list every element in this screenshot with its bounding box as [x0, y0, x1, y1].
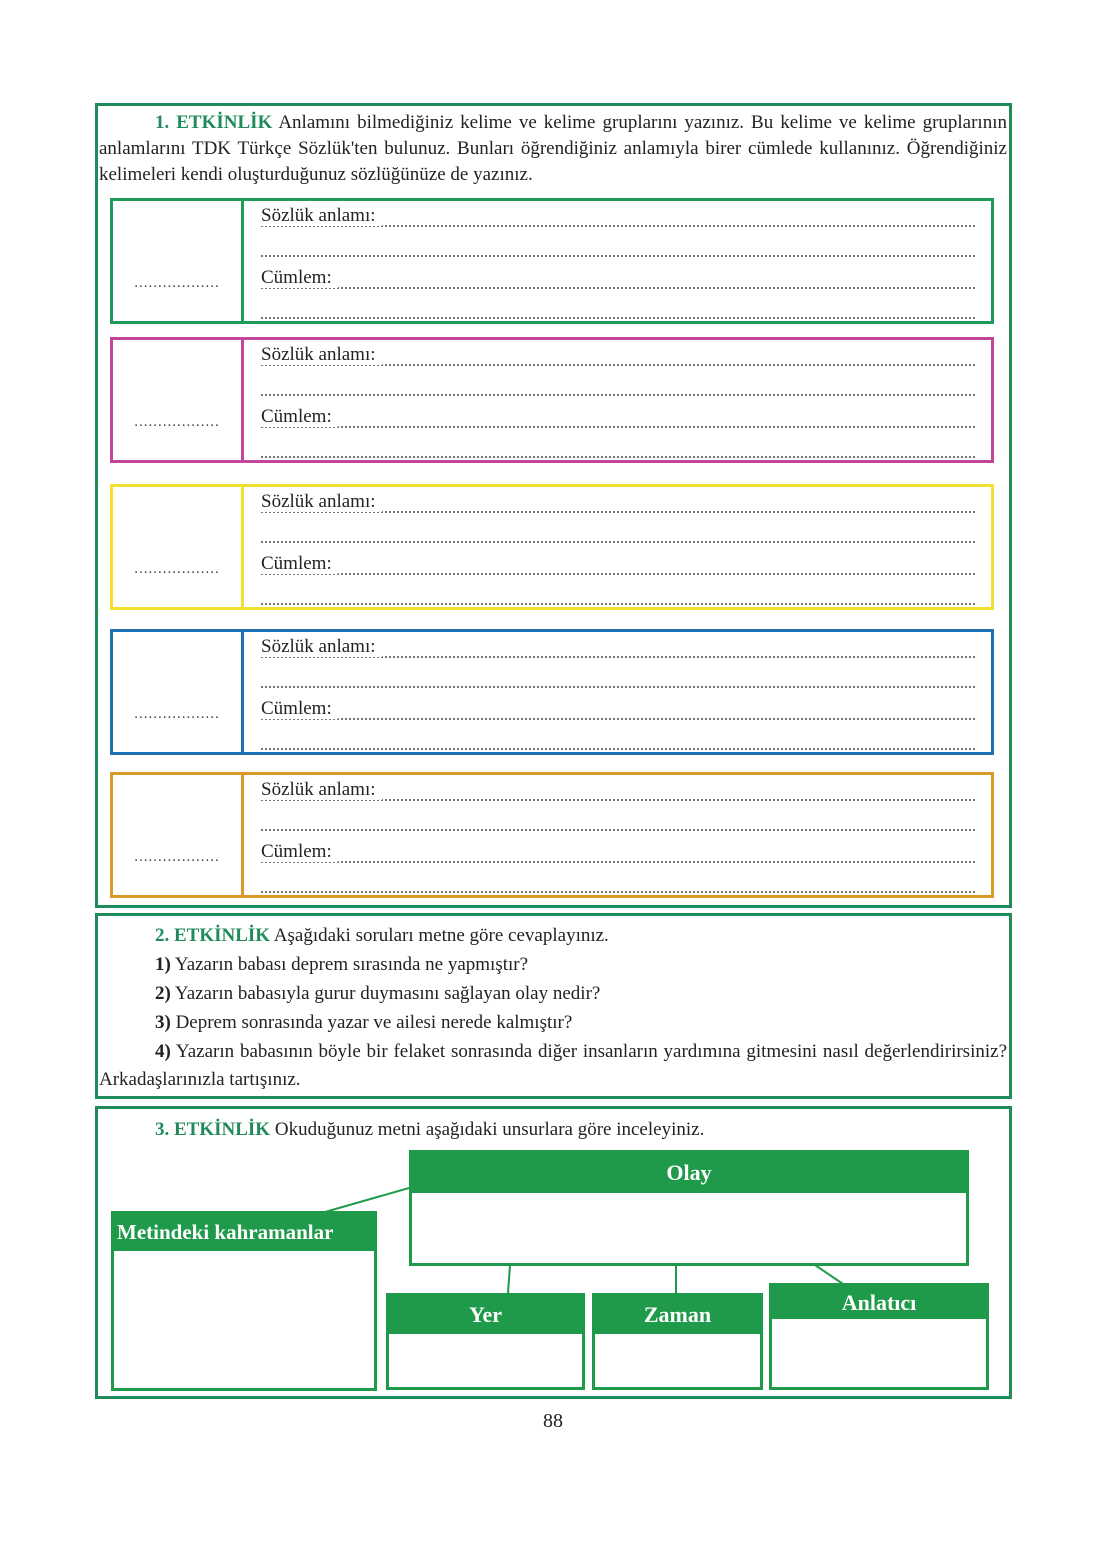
word-blank[interactable]: .................. [134, 414, 220, 430]
sentence-label: Cümlem: [261, 267, 338, 288]
activity2-text: Aşağıdaki soruları metne göre cevaplayınız. [273, 925, 609, 946]
question-text: Yazarın babasının böyle bir felaket sonrasında diğer insanların yardımına gitmesini nasıl değerlendirirsiniz? Arkadaşlarınızla tartışınız. [99, 1041, 1007, 1090]
word-blank[interactable]: .................. [134, 706, 220, 722]
anlatici-box[interactable] [769, 1283, 989, 1390]
sentence-label: Cümlem: [261, 698, 338, 719]
activity3-text: Okuduğunuz metni aşağıdaki unsurlara göre inceleyiniz. [274, 1119, 705, 1140]
olay-header: Olay [412, 1153, 966, 1193]
activity3-label: 3. ETKİNLİK [155, 1119, 271, 1140]
activity1-text: Anlamını bilmediğiniz kelime ve kelime gruplarını yazınız. Bu kelime ve kelime gruplarının anlamlarını TDK Türkçe Sözlük'ten bulunuz. Bunları öğrendiğiniz anlamıyla birer cümlede kullanınız. Öğrendiğiniz kelimeleri kendi oluşturduğunuz sözlüğünüze de yazınız. [99, 112, 1007, 185]
page-number: 88 [543, 1410, 563, 1432]
yer-box[interactable] [386, 1293, 585, 1390]
question-text: Yazarın babasıyla gurur duymasını sağlayan olay nedir? [174, 983, 601, 1004]
kahramanlar-box[interactable] [111, 1211, 377, 1391]
anlatici-header: Anlatıcı [772, 1286, 986, 1319]
word-blank[interactable]: .................. [134, 561, 220, 577]
zaman-box[interactable] [592, 1293, 763, 1390]
meaning-label: Sözlük anlamı: [261, 344, 382, 365]
zaman-header: Zaman [595, 1296, 760, 1334]
question-text: Yazarın babası deprem sırasında ne yapmıştır? [174, 954, 529, 975]
question-number: 2) [155, 983, 171, 1004]
sentence-label: Cümlem: [261, 841, 338, 862]
sentence-label: Cümlem: [261, 406, 338, 427]
question-text: Deprem sonrasında yazar ve ailesi nerede kalmıştır? [175, 1012, 573, 1033]
meaning-label: Sözlük anlamı: [261, 205, 382, 226]
yer-header: Yer [389, 1296, 582, 1334]
olay-box[interactable] [409, 1150, 969, 1266]
word-blank[interactable]: .................. [134, 849, 220, 865]
meaning-label: Sözlük anlamı: [261, 779, 382, 800]
sentence-label: Cümlem: [261, 553, 338, 574]
kahramanlar-header: Metindeki kahramanlar [114, 1214, 374, 1251]
question-number: 3) [155, 1012, 171, 1033]
activity1-label: 1. ETKİNLİK [155, 112, 273, 133]
meaning-label: Sözlük anlamı: [261, 636, 382, 657]
activity2-label: 2. ETKİNLİK [155, 925, 271, 946]
question-number: 1) [155, 954, 171, 975]
word-blank[interactable]: .................. [134, 275, 220, 291]
meaning-label: Sözlük anlamı: [261, 491, 382, 512]
question-number: 4) [155, 1041, 171, 1062]
